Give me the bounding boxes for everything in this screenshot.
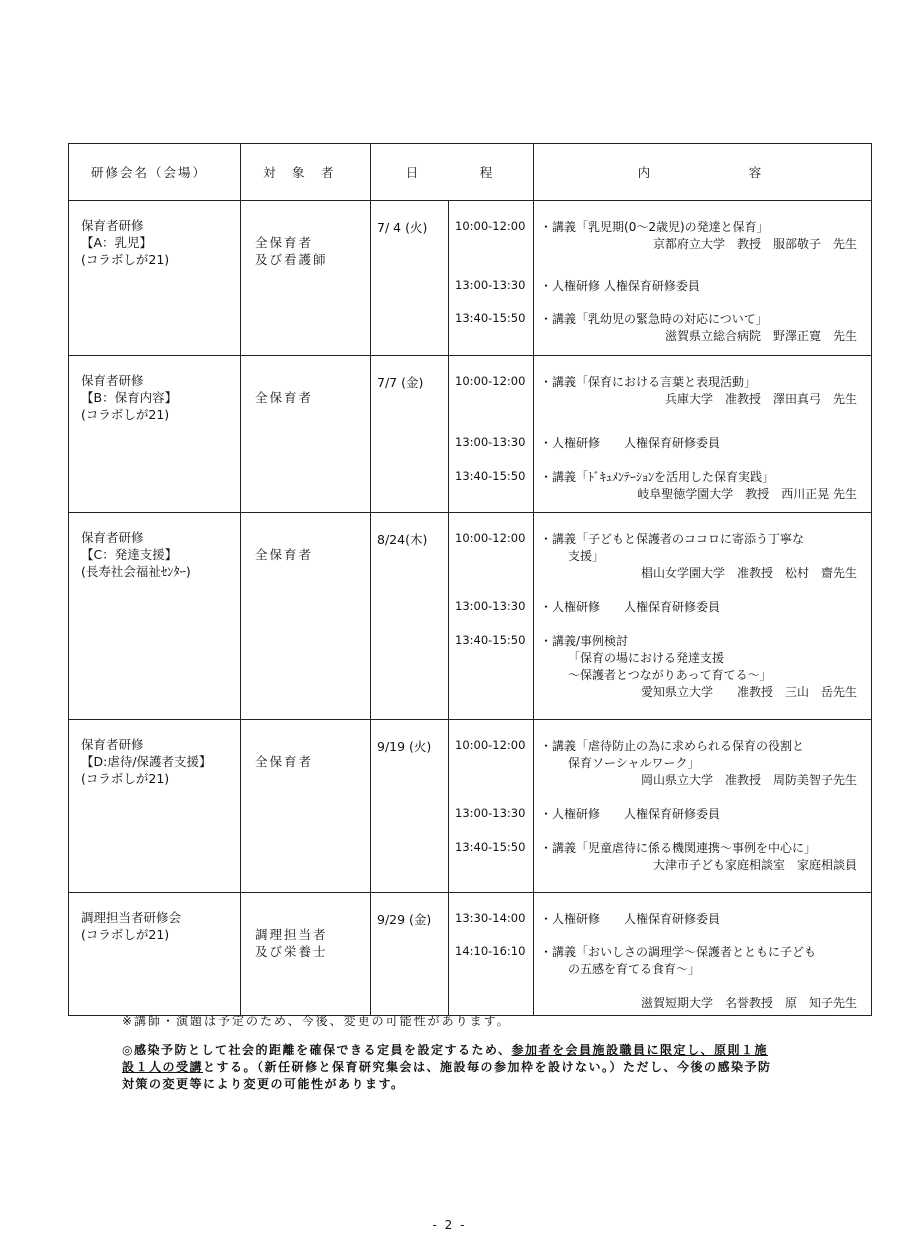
course-name-line: 保育者研修 bbox=[81, 218, 144, 233]
lecturer-line: 京都府立大学 教授 服部敬子 先生 bbox=[653, 237, 858, 251]
target-audience-cell bbox=[241, 356, 371, 513]
lecturer-line: 愛知県立大学 准教授 三山 岳先生 bbox=[641, 685, 858, 699]
session-title-line: ・人権研修 人権保育研修委員 bbox=[540, 279, 700, 293]
target-audience-cell bbox=[241, 513, 371, 720]
session-title-line: ・講義「乳児期(0～2歳児)の発達と保育」 bbox=[540, 220, 769, 234]
page-number: - 2 - bbox=[432, 1218, 467, 1232]
table-row bbox=[69, 356, 872, 513]
course-name-line: (コラボしが21) bbox=[81, 771, 170, 786]
session-title-line: ・講義「おいしさの調理学～保護者とともに子ども bbox=[540, 945, 817, 959]
lecturer-line: 大津市子ども家庭相談室 家庭相談員 bbox=[653, 858, 858, 872]
header-target: 対 象 者 bbox=[241, 144, 371, 201]
lecturer-line: 兵庫大学 准教授 澤田真弓 先生 bbox=[665, 392, 858, 406]
content-cell bbox=[534, 356, 872, 513]
content-cell bbox=[534, 513, 872, 720]
session-item bbox=[534, 219, 871, 253]
session-item bbox=[534, 738, 871, 789]
target-audience-line: 及び栄養士 bbox=[255, 944, 328, 959]
session-item bbox=[534, 278, 871, 295]
course-name-cell bbox=[69, 893, 241, 1016]
date-cell: 9/19 (火) bbox=[371, 720, 449, 893]
session-item bbox=[534, 806, 871, 823]
session-text-line: の五感を育てる食育～」 bbox=[568, 962, 701, 976]
time-cell bbox=[449, 513, 534, 720]
session-time: 13:40-15:50 bbox=[455, 633, 526, 647]
session-text-line: 保育ソーシャルワーク」 bbox=[568, 756, 700, 770]
course-name-line: 調理担当者研修会 bbox=[81, 910, 182, 925]
session-title-line: ・講義/事例検討 bbox=[540, 634, 629, 648]
course-name-line: 保育者研修 bbox=[81, 737, 144, 752]
session-item bbox=[534, 311, 871, 345]
target-audience-line: 全保育者 bbox=[255, 754, 314, 769]
content-cell bbox=[534, 720, 872, 893]
course-name-cell bbox=[69, 356, 241, 513]
session-item bbox=[534, 374, 871, 408]
content-cell bbox=[534, 201, 872, 356]
session-title-line: ・講義「子どもと保護者のココロに寄添う丁寧な bbox=[540, 532, 805, 546]
session-time: 13:00-13:30 bbox=[455, 435, 526, 449]
session-title-line: ・講義「乳幼児の緊急時の対応について」 bbox=[540, 312, 768, 326]
date-cell: 8/24(木) bbox=[371, 513, 449, 720]
session-item bbox=[534, 944, 871, 1012]
session-item bbox=[534, 469, 871, 503]
course-name-line: 保育者研修 bbox=[81, 373, 144, 388]
session-title-line: ・講義「虐待防止の為に求められる保育の役割と bbox=[540, 739, 805, 753]
notes-section bbox=[122, 1013, 772, 1093]
session-time: 10:00-12:00 bbox=[455, 374, 526, 388]
session-time: 13:00-13:30 bbox=[455, 806, 526, 820]
time-cell bbox=[449, 893, 534, 1016]
target-audience-line: 調理担当者 bbox=[255, 927, 328, 942]
lecturer-line: 岐阜聖徳学園大学 教授 西川正晃 先生 bbox=[637, 487, 858, 501]
date-cell: 7/ 4 (火) bbox=[371, 201, 449, 356]
lecturer-line: 岡山県立大学 准教授 周防美智子先生 bbox=[641, 773, 858, 787]
course-name-line: 【B：保育内容】 bbox=[81, 390, 178, 405]
session-time: 10:00-12:00 bbox=[455, 738, 526, 752]
course-name-line: 保育者研修 bbox=[81, 530, 144, 545]
session-title-line: ・講義「ﾄﾞｷｭﾒﾝﾃｰｼｮﾝを活用した保育実践」 bbox=[540, 470, 775, 484]
course-name-cell bbox=[69, 720, 241, 893]
time-cell bbox=[449, 720, 534, 893]
course-name-line: (コラボしが21) bbox=[81, 252, 170, 267]
session-title-line: ・講義「児童虐待に係る機関連携～事例を中心に」 bbox=[540, 841, 817, 855]
lecturer-line: 椙山女学園大学 准教授 松村 齋先生 bbox=[641, 566, 858, 580]
session-text-line bbox=[540, 978, 865, 995]
session-title-line: ・講義「保育における言葉と表現活動」 bbox=[540, 375, 757, 389]
date-cell: 9/29 (金) bbox=[371, 893, 449, 1016]
course-name-cell bbox=[69, 513, 241, 720]
time-cell bbox=[449, 201, 534, 356]
target-audience-line: 全保育者 bbox=[255, 547, 314, 562]
course-name-line: (長寿社会福祉ｾﾝﾀｰ) bbox=[81, 564, 191, 579]
session-title-line: ・人権研修 人権保育研修委員 bbox=[540, 912, 721, 926]
session-item bbox=[534, 531, 871, 582]
course-name-line: 【A：乳児】 bbox=[81, 235, 153, 250]
target-audience-line: 全保育者 bbox=[255, 235, 314, 250]
course-name-line: (コラボしが21) bbox=[81, 927, 170, 942]
session-time: 14:10-16:10 bbox=[455, 944, 526, 958]
session-title-line: ・人権研修 人権保育研修委員 bbox=[540, 807, 721, 821]
course-name-line: 【C：発達支援】 bbox=[81, 547, 178, 562]
session-time: 13:40-15:50 bbox=[455, 840, 526, 854]
target-audience-line: 及び看護師 bbox=[255, 252, 328, 267]
note-infection-prevention: ◎感染予防として社会的距離を確保できる定員を設定するため、参加者を会員施設職員に限定し、原則１施設１人の受講とする。（新任研修と保育研究集会は、施設毎の参加枠を設けない。）ただし、今後の感染予防対策の変更等により変更の可能性があります。 bbox=[122, 1043, 772, 1091]
table-row bbox=[69, 513, 872, 720]
table-row bbox=[69, 720, 872, 893]
session-time: 13:40-15:50 bbox=[455, 469, 526, 483]
session-item bbox=[534, 435, 871, 452]
session-time: 10:00-12:00 bbox=[455, 219, 526, 233]
session-item bbox=[534, 840, 871, 874]
header-content: 内 容 bbox=[534, 144, 872, 201]
table-row bbox=[69, 201, 872, 356]
table-header-row bbox=[69, 144, 872, 201]
time-cell bbox=[449, 356, 534, 513]
target-audience-cell bbox=[241, 720, 371, 893]
session-text-line: 支援」 bbox=[568, 549, 605, 563]
target-audience-line: 全保育者 bbox=[255, 390, 314, 405]
session-title-line: ・人権研修 人権保育研修委員 bbox=[540, 600, 721, 614]
note-lecturer-change: ※講師・演題は予定のため、今後、変更の可能性があります。 bbox=[122, 1014, 511, 1028]
header-course-name: 研修会名（会場） bbox=[69, 144, 241, 201]
session-time: 13:40-15:50 bbox=[455, 311, 526, 325]
course-name-line: 【D:虐待/保護者支援】 bbox=[81, 754, 212, 769]
content-cell bbox=[534, 893, 872, 1016]
course-name-cell bbox=[69, 201, 241, 356]
session-item bbox=[534, 599, 871, 616]
session-time: 13:00-13:30 bbox=[455, 278, 526, 292]
date-cell: 7/7 (金) bbox=[371, 356, 449, 513]
table-row bbox=[69, 893, 872, 1016]
session-text-line: ～保護者とつながりあって育てる～」 bbox=[568, 668, 772, 682]
session-text-line: 「保育の場における発達支援 bbox=[568, 651, 725, 665]
lecturer-line: 滋賀県立総合病院 野澤正寛 先生 bbox=[665, 329, 858, 343]
session-time: 13:00-13:30 bbox=[455, 599, 526, 613]
session-item bbox=[534, 633, 871, 701]
session-time: 13:30-14:00 bbox=[455, 911, 526, 925]
session-item bbox=[534, 911, 871, 928]
target-audience-cell bbox=[241, 201, 371, 356]
session-title-line: ・人権研修 人権保育研修委員 bbox=[540, 436, 721, 450]
lecturer-line: 滋賀短期大学 名誉教授 原 知子先生 bbox=[641, 996, 858, 1010]
target-audience-cell bbox=[241, 893, 371, 1016]
training-schedule-table bbox=[68, 143, 872, 1016]
session-time: 10:00-12:00 bbox=[455, 531, 526, 545]
header-schedule: 日 程 bbox=[371, 144, 534, 201]
course-name-line: (コラボしが21) bbox=[81, 407, 170, 422]
